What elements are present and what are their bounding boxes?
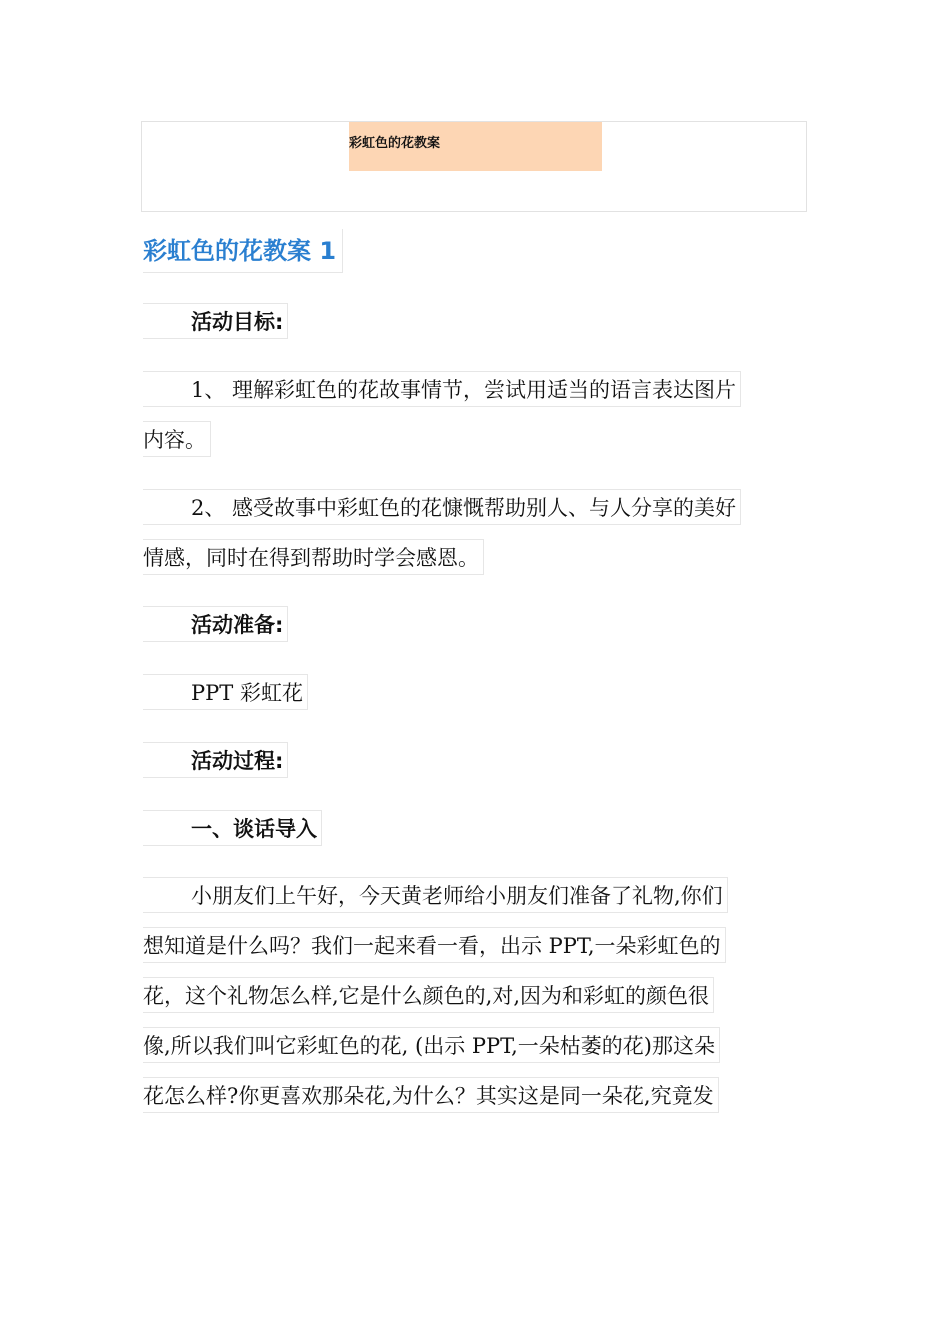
header-title: 彩虹色的花教案 [349, 136, 441, 151]
section-heading-process: 活动过程: [143, 742, 288, 778]
paragraph-line: 想知道是什么吗？我们一起来看一看，出示 PPT,一朵彩虹色的 [143, 927, 726, 963]
goal-2-line-1: 2、 感受故事中彩虹色的花慷慨帮助别人、与人分享的美好 [143, 489, 741, 525]
section-heading-prep: 活动准备: [143, 606, 288, 642]
goal-1-line-1: 1、 理解彩虹色的花故事情节，尝试用适当的语言表达图片 [143, 371, 741, 407]
goal-1-line-2: 内容。 [143, 421, 211, 457]
document-title: 彩虹色的花教案 1 [143, 229, 343, 273]
paragraph-line: 花，这个礼物怎么样,它是什么颜色的,对,因为和彩虹的颜色很 [143, 977, 714, 1013]
subsection-heading-intro: 一、谈话导入 [143, 810, 322, 846]
goal-2-line-2: 情感，同时在得到帮助时学会感恩。 [143, 539, 484, 575]
header-highlight [349, 122, 602, 171]
paragraph-line: 小朋友们上午好，今天黄老师给小朋友们准备了礼物,你们 [143, 877, 728, 913]
prep-text: PPT 彩虹花 [143, 674, 308, 710]
section-heading-goals: 活动目标: [143, 303, 288, 339]
page-header-box [141, 121, 807, 212]
paragraph-line: 花怎么样?你更喜欢那朵花,为什么？其实这是同一朵花,究竟发 [143, 1077, 719, 1113]
paragraph-line: 像,所以我们叫它彩虹色的花, (出示 PPT,一朵枯萎的花)那这朵 [143, 1027, 720, 1063]
